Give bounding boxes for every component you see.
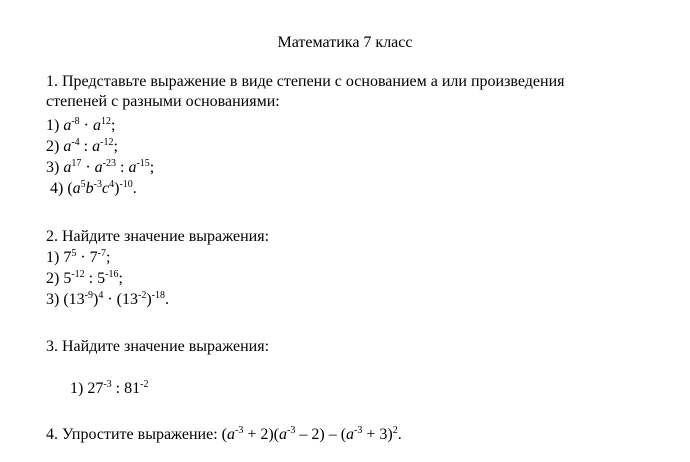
task1-item-3: 3) $a^{17} \cdot a^{-23}$ : $a^{-15}$; xyxy=(46,158,155,176)
task1-item-2: 2) $a^{-4}$ : $a^{-12}$; xyxy=(46,137,118,155)
task1-item-1: 1) $a^{-8} \cdot a^{12}$; xyxy=(46,116,116,134)
task3-item-1: 1) $27^{-3}$ : $81^{-2}$ xyxy=(70,379,149,397)
task2-item-2: 2) $5^{-12}$ : $5^{-16}$; xyxy=(46,269,123,287)
task1-item-4: 4) $(a^5b^{-3}c^4)^{-10}$. xyxy=(50,179,137,197)
task4-line: 4. Упростите выражение: $(a^{-3} + 2)(a^{-3} - 2) - (a^{-3} + 3)^2$. xyxy=(46,425,402,443)
task2-heading: 2. Найдите значение выражения: xyxy=(46,228,270,245)
task2-item-3: 3) $(13^{-9})^4 \cdot (13^{-2})^{-18}$. xyxy=(46,290,169,308)
page-title: Математика 7 класс xyxy=(277,34,413,51)
task1-heading-line2: степеней с разными основаниями: xyxy=(46,93,280,110)
task1-heading-line1: 1. Представьте выражение в виде степени с основанием а или произведения xyxy=(46,73,565,90)
task3-heading: 3. Найдите значение выражения: xyxy=(46,338,270,355)
task2-item-1: 1) $7^5 \cdot 7^{-7}$; xyxy=(46,248,111,266)
